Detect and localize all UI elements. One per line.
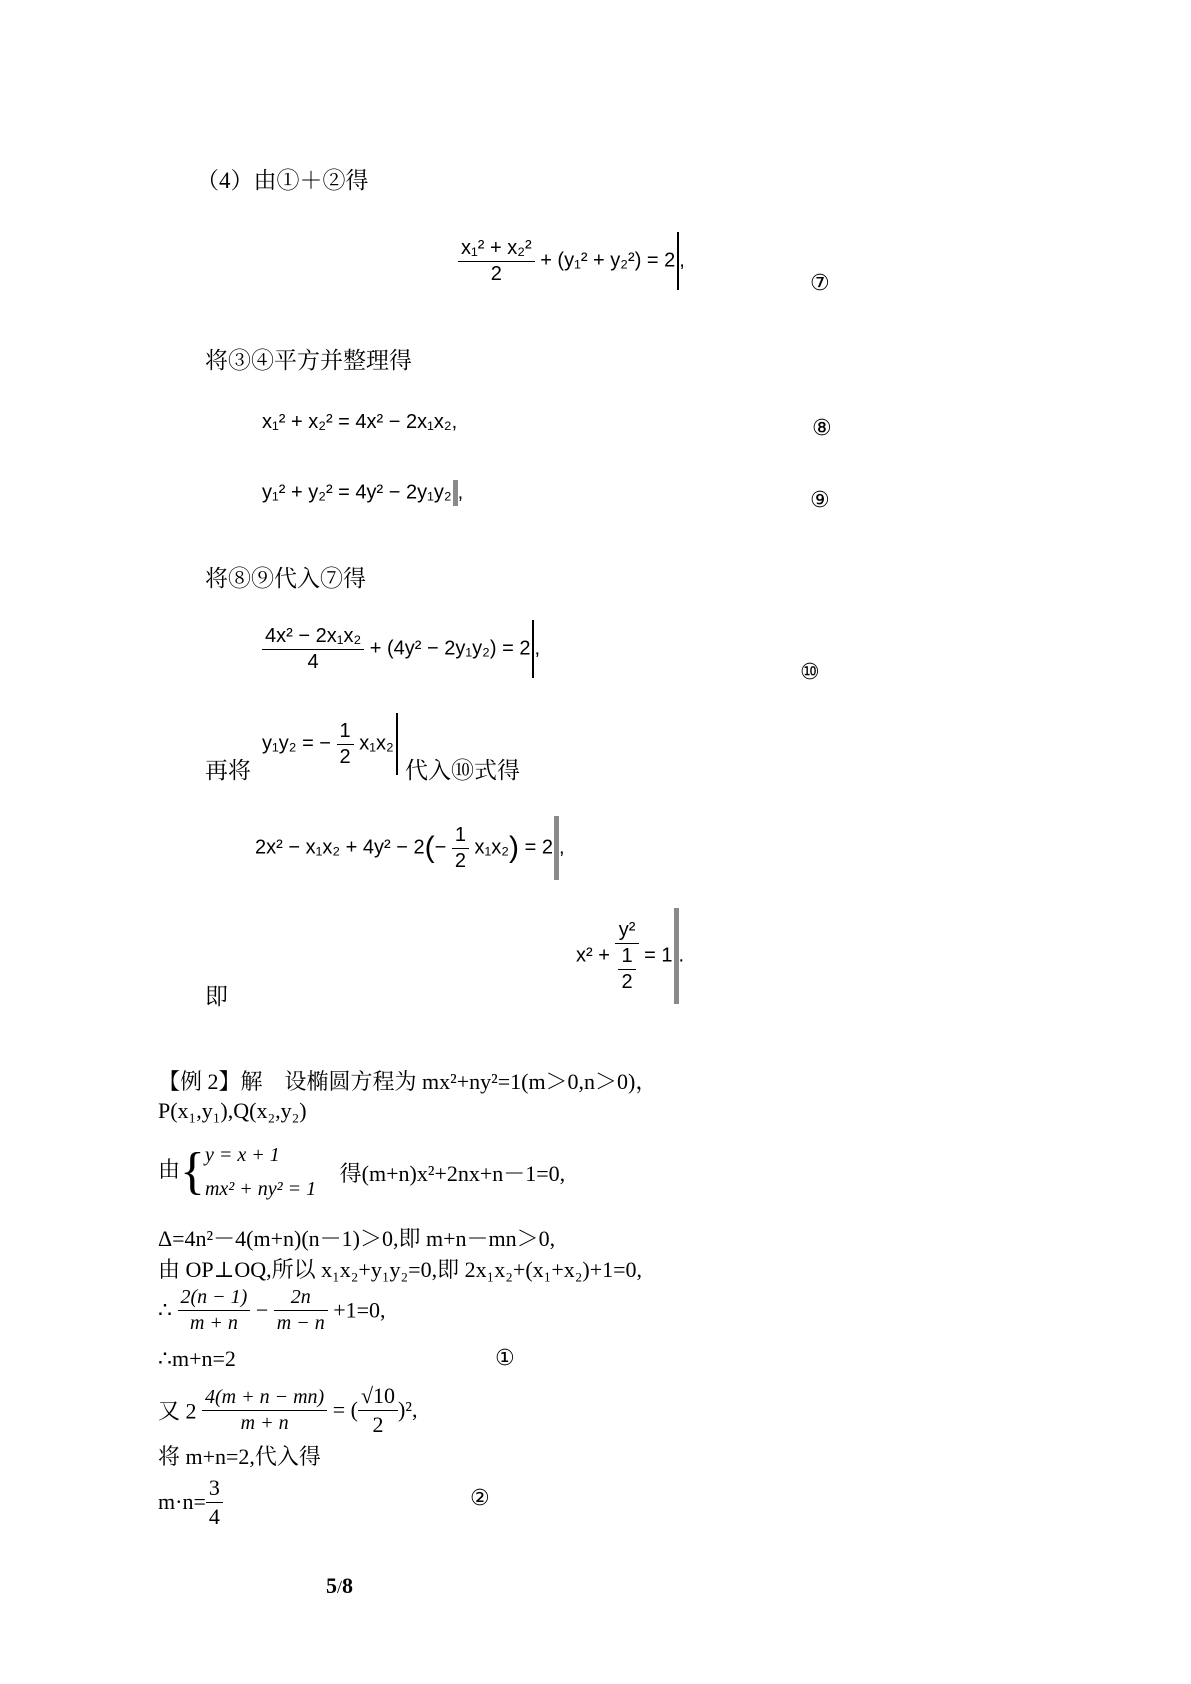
result-prefix: 即 [205,984,228,1009]
again-frac-num: 1 [337,719,354,745]
result-denominator [615,944,638,995]
again2-sqrt-fraction [358,1382,398,1438]
example2-therefore1 [158,1285,386,1336]
again2-eq: = ( [332,1397,358,1422]
eq11-trail: , [558,836,565,859]
text-cursor-icon [396,713,398,775]
t1-frac2-den: m − n [276,1312,325,1334]
example2-line1: 【例 2】解 设椭圆方程为 mx²+ny²=1(m＞0,n＞0)， [158,1069,658,1094]
mn-prefix: m·n= [158,1489,206,1514]
mark-2: ② [470,1486,490,1511]
eq10-trail: , [534,637,541,660]
eq7-numerator: x₁² + x₂² [458,236,535,262]
result-fraction [615,918,638,995]
eq11-part1: 2x² − x₁x₂ + 4y² − 2 [255,836,425,859]
eq10-mark: ⑩ [800,660,820,685]
again-frac-den: 2 [339,745,351,768]
eq9-mark: ⑨ [810,488,830,513]
again2-sqrt-den: 2 [372,1411,384,1437]
example2-delta: Δ=4n²－4(m+n)(n－1)＞0,即 m+n－mn＞0, [158,1226,556,1251]
t1-frac1-den: m + n [189,1312,238,1334]
sys-equations [205,1138,316,1206]
eq11-frac-den: 2 [454,849,466,872]
equation-11 [255,816,565,880]
t1-prefix: ∴ [158,1297,172,1323]
equation-10 [262,620,540,678]
eq10-denominator: 4 [307,650,319,673]
sys-prefix: 由 [158,1157,181,1183]
page-separator: / [337,1577,343,1597]
result-numerator: y² [615,918,638,944]
eq9-text: y₁² + y₂² = 4y² − 2y₁y₂ [262,481,452,504]
eq11-rhs: = 2 [524,836,553,859]
mn-den: 4 [208,1503,220,1529]
again2-sqrt-num: √10 [358,1382,398,1411]
eq9-trail: , [457,481,464,504]
eq10-fraction [262,624,364,675]
eq11-fraction [452,823,469,874]
again-prefix: 再将 [205,758,251,783]
again2-frac-den: m + n [240,1411,289,1434]
mn-fraction [206,1474,223,1530]
page-total: 8 [342,1573,354,1598]
again2-frac-num: 4(m + n − mn) [202,1385,327,1411]
t1-frac1-num: 2(n − 1) [178,1285,251,1311]
left-paren: ( [424,831,435,864]
eq8-text: x₁² + x₂² = 4x² − 2x₁x₂ [262,411,452,433]
step4-intro: （4）由①＋②得 [196,168,369,193]
example2-again [158,1382,417,1438]
example2-sub-line: 将 m+n=2,代入得 [158,1444,321,1469]
example2-line2: P(x₁,y₁),Q(x₂,y₂) [158,1098,307,1123]
sub-intro: 将⑧⑨代入⑦得 [205,566,366,591]
again2-prefix: 又 2 [158,1398,197,1424]
t1-tail: +1=0, [333,1297,386,1323]
eq8-mark: ⑧ [812,416,832,441]
eq7-fraction [458,236,535,287]
eq8-trail: , [451,411,458,433]
result-inner-den: 2 [621,970,633,993]
mark-1: ① [495,1346,515,1371]
t1-fraction2 [274,1285,328,1336]
right-paren: ) [509,831,520,864]
again2-fraction [202,1385,327,1436]
result-trail: . [678,944,685,967]
left-brace: { [180,1143,205,1200]
mn-num: 3 [206,1474,223,1503]
eq7-rest: + (y₁² + y₂²) = 2 [540,249,676,272]
again-fraction [337,719,354,770]
sys-eq1: y = x + 1 [204,1144,280,1166]
equation-8 [262,411,457,434]
t1-frac2-num: 2n [274,1285,328,1311]
square-intro: 将③④平方并整理得 [205,348,412,373]
eq7-trail: , [679,249,685,272]
result-lhs: x² + [576,944,610,967]
example2-mn [158,1474,223,1530]
again-suffix: 代入⑩式得 [405,758,520,783]
example2-perp: 由 OP⊥OQ,所以 x₁x₂+y₁y₂=0,即 2x₁x₂+(x₁+x₂)+1=0, [158,1257,643,1282]
result-inner-fraction [618,944,635,995]
again2-tail: )², [398,1397,418,1422]
again-lhs: y₁y₂ = − [262,732,331,755]
result-rhs: = 1 [644,944,673,967]
again-rhs: x₁x₂ [359,732,394,755]
t1-fraction1 [178,1285,251,1336]
equation-9 [262,480,463,506]
example2-therefore2: ∴m+n=2 [158,1346,236,1371]
eq11-inner-sign: − [434,836,447,859]
page-footer [326,1573,353,1599]
eq11-frac-num: 1 [452,823,469,849]
eq7-denominator: 2 [490,262,502,285]
eq10-numerator: 4x² − 2x₁x₂ [262,624,364,650]
result-inner-num: 1 [618,944,635,970]
eq11-inner-tail: x₁x₂ [474,836,510,859]
eq10-rest: + (4y² − 2y₁y₂) = 2 [369,637,531,660]
sys-result: 得(m+n)x²+2nx+n－1=0, [339,1160,566,1186]
page-number: 5 [326,1573,337,1598]
t1-minus: − [255,1297,269,1323]
sys-eq2: mx² + ny² = 1 [204,1178,317,1200]
equation-7 [458,232,685,290]
example2-system [158,1138,565,1206]
again-equation [262,713,398,775]
result-equation [576,908,684,1004]
eq7-mark: ⑦ [810,271,830,296]
